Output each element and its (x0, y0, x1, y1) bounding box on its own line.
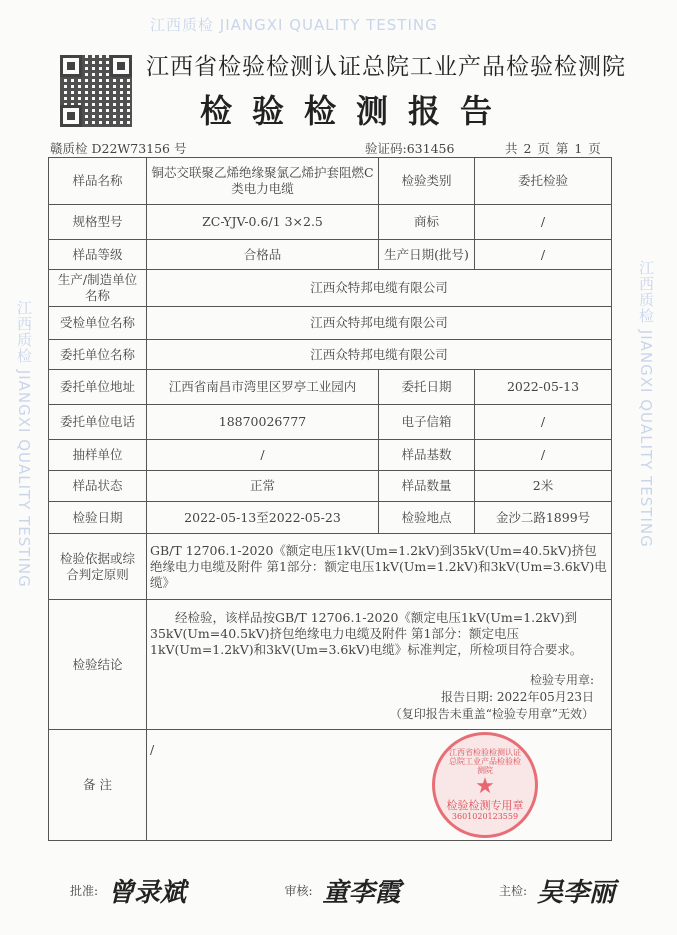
label: 生产/制造单位名称 (49, 270, 147, 307)
review-block (284, 872, 424, 909)
value: 正常 (147, 471, 379, 502)
seal-code: 3601020123559 (451, 812, 519, 821)
table-row (49, 405, 612, 440)
value: 委托检验 (475, 158, 612, 205)
watermark-text-left (14, 300, 35, 588)
value: / (475, 205, 612, 240)
table-row (49, 440, 612, 471)
report-date: 2022年05月23日 (496, 690, 594, 704)
report-number: 赣质检 D22W73156 号 (50, 141, 187, 156)
table-row (49, 205, 612, 240)
seal-center-text: 检验检测专用章 (446, 799, 524, 812)
label: 样品状态 (49, 471, 147, 502)
value: 铜芯交联聚乙烯绝缘聚氯乙烯护套阻燃C类电力电缆 (147, 158, 379, 205)
table-row (49, 730, 612, 841)
label: 委托单位电话 (49, 405, 147, 440)
label: 委托日期 (379, 370, 475, 405)
value: 2022-05-13 (475, 370, 612, 405)
label: 检验地点 (379, 502, 475, 534)
table-row (49, 340, 612, 370)
watermark-cn: 江西质检 (637, 260, 655, 324)
label: 抽样单位 (49, 440, 147, 471)
report-date-label: 报告日期: (441, 690, 494, 704)
label: 电子信箱 (379, 405, 475, 440)
table-row (49, 471, 612, 502)
label: 委托单位地址 (49, 370, 147, 405)
review-label: 审核: (284, 884, 313, 898)
seal-ring-text: 江西省检验检测认证总院工业产品检验检测院 (449, 748, 521, 775)
table-row (49, 270, 612, 307)
value: 金沙二路1899号 (475, 502, 612, 534)
review-signature: 童李霞 (322, 878, 401, 908)
value: / (475, 240, 612, 270)
value: 江西众特邦电缆有限公司 (147, 270, 612, 307)
label: 检验结论 (49, 600, 147, 730)
watermark-en: JIANGXI QUALITY TESTING (219, 16, 438, 34)
institute-title: 江西省检验检测认证总院工业产品检验检测院 (146, 54, 626, 80)
approve-block (70, 872, 210, 909)
label: 委托单位名称 (49, 340, 147, 370)
table-row (49, 600, 612, 730)
watermark-cn: 江西质检 (150, 16, 215, 34)
inspect-label: 主检: (498, 884, 527, 898)
label: 检验依据或综合判定原则 (49, 534, 147, 600)
label: 商标 (379, 205, 475, 240)
label: 样品基数 (379, 440, 475, 471)
conclusion-text: 经检验，该样品按GB/T 12706.1-2020《额定电压1kV(Um=1.2kV)到35kV(Um=40.5kV)挤包绝缘电力电缆及附件 第1部分：额定电压1kV(Um=1.2kV)和3kV(Um=3.6kV)电缆》标准判定，所检项目符合要求。 (150, 610, 583, 657)
label: 规格型号 (49, 205, 147, 240)
table-row (49, 158, 612, 205)
watermark-en: JIANGXI QUALITY TESTING (637, 329, 655, 548)
approve-label: 批准: (70, 884, 99, 898)
table-row (49, 307, 612, 340)
report-title: 检验检测报告 (199, 92, 512, 130)
watermark-text (150, 14, 438, 35)
label: 检验类别 (379, 158, 475, 205)
table-row (49, 502, 612, 534)
value: 江西省南昌市湾里区罗亭工业园内 (147, 370, 379, 405)
watermark-en: JIANGXI QUALITY TESTING (15, 369, 33, 588)
value: GB/T 12706.1-2020《额定电压1kV(Um=1.2kV)到35kV(Um=40.5kV)挤包绝缘电力电缆及附件 第1部分：额定电压1kV(Um=1.2kV)和3kV(Um=3.6kV)电缆》 (147, 534, 612, 600)
signature-row (70, 872, 615, 909)
value: 江西众特邦电缆有限公司 (147, 340, 612, 370)
value: ZC-YJV-0.6/1 3×2.5 (147, 205, 379, 240)
value: / (475, 405, 612, 440)
value: / (150, 742, 155, 757)
inspect-signature: 吴李丽 (536, 878, 615, 908)
label: 备 注 (49, 730, 147, 841)
value: / (147, 440, 379, 471)
official-seal (432, 732, 538, 838)
table-row (49, 534, 612, 600)
approve-signature: 曾录斌 (108, 878, 187, 908)
report-table (48, 157, 612, 841)
watermark-cn: 江西质检 (15, 300, 33, 364)
inspect-block (499, 872, 615, 909)
value: 2米 (475, 471, 612, 502)
seal-label: 检验专用章: (529, 673, 594, 687)
label: 样品数量 (379, 471, 475, 502)
watermark-text-right (636, 260, 657, 548)
report-date-line (150, 689, 594, 706)
label: 受检单位名称 (49, 307, 147, 340)
seal-info (150, 672, 608, 723)
copy-note: （复印报告未重盖“检验专用章”无效） (389, 707, 594, 721)
value: 合格品 (147, 240, 379, 270)
label: 检验日期 (49, 502, 147, 534)
verification-code: 验证码:631456 (365, 141, 455, 156)
page-count: 共 2 页 第 1 页 (505, 141, 602, 156)
label: 生产日期(批号) (379, 240, 475, 270)
star-icon: ★ (475, 774, 495, 799)
value: 2022-05-13至2022-05-23 (147, 502, 379, 534)
table-row (49, 240, 612, 270)
value: 江西众特邦电缆有限公司 (147, 307, 612, 340)
label: 样品名称 (49, 158, 147, 205)
label: 样品等级 (49, 240, 147, 270)
value: / (475, 440, 612, 471)
table-row (49, 370, 612, 405)
value: 18870026777 (147, 405, 379, 440)
